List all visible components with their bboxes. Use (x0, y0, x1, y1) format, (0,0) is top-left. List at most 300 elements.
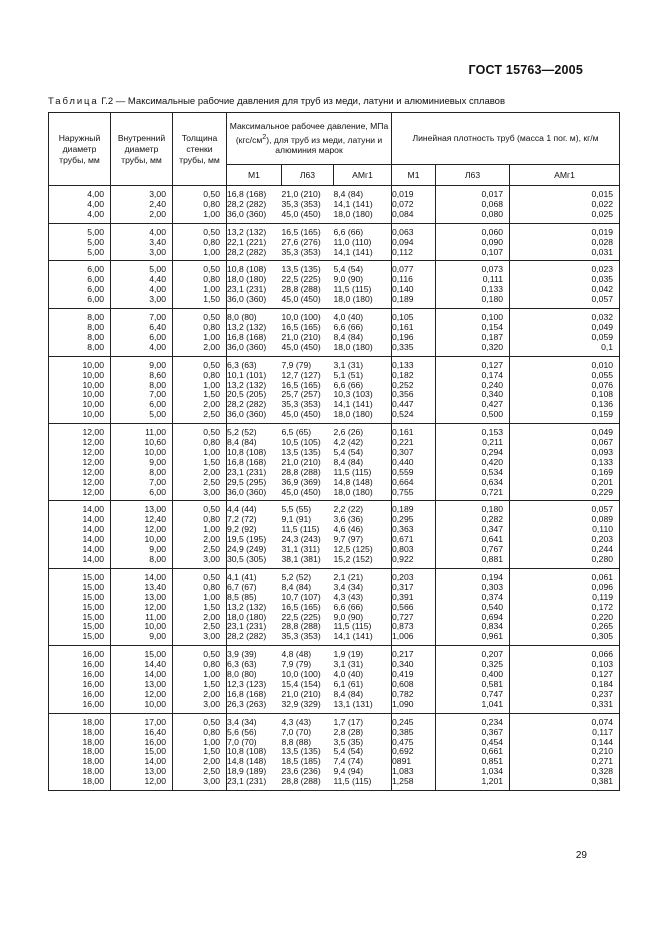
cell-outer-diameter: 18,00 (49, 747, 111, 757)
cell-density-l63: 0,325 (436, 660, 510, 670)
cell-wall-thickness: 0,50 (173, 186, 227, 200)
cell-wall-thickness: 0,80 (173, 200, 227, 210)
cell-density-l63: 0,068 (436, 200, 510, 210)
cell-outer-diameter: 15,00 (49, 622, 111, 632)
cell-density-l63: 0,420 (436, 458, 510, 468)
cell-pressure-m1: 23,1 (231) (227, 777, 282, 790)
cell-outer-diameter: 14,00 (49, 535, 111, 545)
cell-pressure-m1: 10,1 (101) (227, 371, 282, 381)
cell-pressure-amg1: 9,0 (90) (334, 613, 392, 623)
cell-density-amg1: 0,057 (510, 501, 620, 515)
header-m1-density: М1 (392, 165, 436, 186)
cell-density-amg1: 0,076 (510, 381, 620, 391)
cell-density-m1: 0,221 (392, 438, 436, 448)
cell-pressure-amg1: 18,0 (180) (334, 410, 392, 423)
cell-density-amg1: 0,049 (510, 323, 620, 333)
header-wall-thickness: Толщина стенки трубы, мм (173, 113, 227, 186)
cell-pressure-amg1: 12,5 (125) (334, 545, 392, 555)
cell-pressure-amg1: 11,5 (115) (334, 622, 392, 632)
table-row (49, 713, 620, 727)
cell-pressure-l63: 36,9 (369) (281, 476, 321, 487)
cell-pressure-m1: 14,8 (148) (227, 757, 282, 767)
cell-density-l63: 1,201 (436, 777, 510, 790)
cell-inner-diameter: 12,00 (111, 603, 173, 613)
cell-density-l63: 0,017 (436, 186, 510, 200)
cell-outer-diameter: 16,00 (49, 660, 111, 670)
cell-pressure-amg1: 3,4 (34) (334, 583, 392, 593)
cell-density-m1: 0,189 (392, 501, 436, 515)
cell-density-l63: 0,834 (436, 622, 510, 632)
cell-wall-thickness: 2,00 (173, 613, 227, 623)
cell-pressure-l63: 4,8 (48) (282, 646, 334, 660)
cell-inner-diameter: 11,00 (111, 424, 173, 438)
cell-density-l63: 0,180 (436, 295, 510, 308)
cell-density-m1: 0,356 (392, 390, 436, 400)
cell-pressure-l63: 21,0 (210) (281, 456, 321, 467)
cell-density-l63: 0,694 (436, 613, 510, 623)
cell-density-m1: 0,873 (392, 622, 436, 632)
cell-density-m1: 1,083 (392, 767, 436, 777)
cell-density-l63: 0,211 (436, 438, 510, 448)
cell-density-m1: 0,440 (392, 458, 436, 468)
cell-pressure-l63: 13,5 (135) (282, 261, 334, 275)
cell-pressure-l63: 45,0 (450) (281, 341, 321, 352)
cell-pressure-m1: 18,0 (180) (227, 275, 282, 285)
cell-outer-diameter: 15,00 (49, 603, 111, 613)
cell-pressure-l63: 15,4 (154) (281, 678, 321, 689)
cell-outer-diameter: 4,00 (49, 210, 111, 223)
cell-density-m1: 0,094 (392, 238, 436, 248)
cell-outer-diameter: 12,00 (49, 438, 111, 448)
cell-wall-thickness: 0,80 (173, 323, 227, 333)
cell-pressure-m1: 16,8 (168) (227, 458, 282, 468)
cell-density-l63: 0,111 (436, 275, 510, 285)
cell-inner-diameter: 6,00 (111, 488, 173, 501)
cell-density-amg1: 0,220 (510, 613, 620, 623)
cell-pressure-l63: 35,3 (353) (281, 399, 321, 410)
cell-density-amg1: 0,1 (510, 343, 620, 356)
cell-density-l63: 0,240 (436, 381, 510, 391)
cell-density-amg1: 0,265 (510, 622, 620, 632)
cell-density-amg1: 0,103 (510, 660, 620, 670)
cell-density-amg1: 0,117 (510, 728, 620, 738)
header-max-pressure: Максимальное рабочее давление, МПа $(кгс/см^2)$, для труб из меди, латуни и алюминия марок (227, 113, 392, 165)
cell-pressure-amg1: 5,4 (54) (334, 261, 392, 275)
cell-density-m1: 0,664 (392, 478, 436, 488)
cell-outer-diameter: 18,00 (49, 757, 111, 767)
cell-density-amg1: 0,203 (510, 535, 620, 545)
cell-inner-diameter: 10,00 (111, 700, 173, 713)
cell-pressure-amg1: 3,1 (31) (334, 356, 392, 370)
cell-inner-diameter: 3,00 (111, 295, 173, 308)
cell-density-m1: 1,006 (392, 632, 436, 645)
cell-pressure-l63: 9,1 (91) (281, 514, 312, 525)
cell-wall-thickness: 0,50 (173, 356, 227, 370)
cell-outer-diameter: 5,00 (49, 238, 111, 248)
cell-pressure-amg1: 6,6 (66) (334, 603, 392, 613)
cell-density-l63: 0,294 (436, 448, 510, 458)
cell-pressure-l63: 18,5 (185) (281, 756, 321, 767)
cell-density-m1: 0,317 (392, 583, 436, 593)
cell-density-l63: 0,374 (436, 593, 510, 603)
cell-density-m1: 0,105 (392, 309, 436, 323)
table-row (49, 210, 620, 223)
cell-density-m1: 0,245 (392, 713, 436, 727)
cell-wall-thickness: 0,50 (173, 261, 227, 275)
cell-density-amg1: 0,328 (510, 767, 620, 777)
cell-inner-diameter: 14,40 (111, 660, 173, 670)
cell-pressure-amg1: 4,0 (40) (334, 670, 392, 680)
cell-outer-diameter: 10,00 (49, 400, 111, 410)
table-row (49, 261, 620, 275)
cell-pressure-m1: 6,7 (67) (227, 583, 282, 593)
cell-outer-diameter: 10,00 (49, 390, 111, 400)
cell-wall-thickness: 1,50 (173, 747, 227, 757)
cell-pressure-m1: 7,2 (72) (227, 515, 282, 525)
cell-pressure-amg1: 5,4 (54) (334, 448, 392, 458)
cell-density-m1: 1,090 (392, 700, 436, 713)
cell-pressure-amg1: 4,6 (46) (334, 525, 392, 535)
cell-pressure-l63: 35,3 (353) (281, 246, 321, 257)
cell-outer-diameter: 10,00 (49, 381, 111, 391)
cell-wall-thickness: 3,00 (173, 488, 227, 501)
cell-pressure-amg1: 9,0 (90) (334, 275, 392, 285)
cell-inner-diameter: 13,00 (111, 593, 173, 603)
cell-wall-thickness: 2,50 (173, 410, 227, 423)
cell-pressure-m1: 6,3 (63) (227, 660, 282, 670)
cell-density-l63: 0,153 (436, 424, 510, 438)
cell-pressure-m1: 8,4 (84) (227, 438, 282, 448)
cell-outer-diameter: 6,00 (49, 275, 111, 285)
table-row (49, 568, 620, 582)
cell-density-amg1: 0,184 (510, 680, 620, 690)
cell-pressure-m1: 36,0 (360) (227, 410, 282, 423)
cell-pressure-m1: 29,5 (295) (227, 478, 282, 488)
cell-pressure-amg1: 11,5 (115) (334, 777, 392, 790)
cell-density-m1: 0,196 (392, 333, 436, 343)
cell-pressure-l63: 8,8 (88) (281, 736, 312, 747)
cell-pressure-m1: 4,1 (41) (227, 568, 282, 582)
cell-outer-diameter: 5,00 (49, 248, 111, 261)
cell-pressure-m1: 18,0 (180) (227, 613, 282, 623)
cell-outer-diameter: 10,00 (49, 410, 111, 423)
cell-density-m1: 0,140 (392, 285, 436, 295)
cell-density-m1: 0,335 (392, 343, 436, 356)
cell-pressure-l63: 28,8 (288) (281, 284, 321, 295)
cell-inner-diameter: 9,00 (111, 632, 173, 645)
cell-inner-diameter: 15,00 (111, 747, 173, 757)
cell-density-m1: 0,727 (392, 613, 436, 623)
cell-density-l63: 0,641 (436, 535, 510, 545)
cell-wall-thickness: 0,50 (173, 501, 227, 515)
cell-pressure-amg1: 8,4 (84) (334, 458, 392, 468)
cell-density-m1: 0,692 (392, 747, 436, 757)
table-row (49, 555, 620, 568)
cell-wall-thickness: 3,00 (173, 632, 227, 645)
cell-density-amg1: 0,025 (510, 210, 620, 223)
cell-pressure-l63: 16,5 (165) (282, 223, 334, 237)
cell-pressure-m1: 13,2 (132) (227, 381, 282, 391)
cell-outer-diameter: 18,00 (49, 728, 111, 738)
cell-pressure-l63: 27,6 (276) (281, 236, 321, 247)
table-body (49, 186, 620, 791)
cell-pressure-m1: 7,0 (70) (227, 738, 282, 748)
cell-inner-diameter: 7,00 (111, 309, 173, 323)
cell-pressure-l63: 8,4 (84) (281, 581, 312, 592)
cell-inner-diameter: 8,00 (111, 468, 173, 478)
cell-density-l63: 0,073 (436, 261, 510, 275)
cell-density-l63: 0,207 (436, 646, 510, 660)
cell-pressure-amg1: 18,0 (180) (334, 343, 392, 356)
cell-density-l63: 0,180 (436, 501, 510, 515)
cell-wall-thickness: 0,80 (173, 515, 227, 525)
cell-inner-diameter: 17,00 (111, 713, 173, 727)
cell-outer-diameter: 16,00 (49, 670, 111, 680)
cell-pressure-m1: 13,2 (132) (227, 323, 282, 333)
cell-pressure-l63: 21,0 (210) (281, 688, 321, 699)
cell-pressure-amg1: 14,1 (141) (334, 248, 392, 261)
cell-pressure-amg1: 3,5 (35) (334, 738, 392, 748)
cell-outer-diameter: 12,00 (49, 478, 111, 488)
cell-density-amg1: 0,271 (510, 757, 620, 767)
cell-density-m1: 0,019 (392, 186, 436, 200)
cell-inner-diameter: 16,00 (111, 738, 173, 748)
table-caption-lead: Таблица (48, 96, 99, 107)
cell-outer-diameter: 14,00 (49, 515, 111, 525)
cell-density-amg1: 0,074 (510, 713, 620, 727)
cell-density-l63: 0,851 (436, 757, 510, 767)
cell-density-m1: 0,671 (392, 535, 436, 545)
cell-outer-diameter: 8,00 (49, 343, 111, 356)
cell-outer-diameter: 14,00 (49, 501, 111, 515)
cell-pressure-amg1: 5,4 (54) (334, 747, 392, 757)
cell-density-m1: 0,755 (392, 488, 436, 501)
cell-wall-thickness: 3,00 (173, 700, 227, 713)
cell-density-amg1: 0,280 (510, 555, 620, 568)
cell-outer-diameter: 4,00 (49, 200, 111, 210)
cell-inner-diameter: 14,00 (111, 568, 173, 582)
cell-pressure-m1: 16,8 (168) (227, 690, 282, 700)
cell-outer-diameter: 14,00 (49, 545, 111, 555)
table-row (49, 488, 620, 501)
cell-density-amg1: 0,093 (510, 448, 620, 458)
cell-density-l63: 0,282 (436, 515, 510, 525)
cell-outer-diameter: 15,00 (49, 613, 111, 623)
cell-pressure-m1: 36,0 (360) (227, 343, 282, 356)
cell-pressure-l63: 23,6 (236) (281, 766, 321, 777)
cell-density-l63: 0,234 (436, 713, 510, 727)
cell-pressure-m1: 3,4 (34) (227, 713, 282, 727)
cell-pressure-amg1: 10,3 (103) (334, 390, 392, 400)
cell-pressure-l63: 45,0 (450) (281, 294, 321, 305)
cell-inner-diameter: 11,00 (111, 613, 173, 623)
cell-pressure-m1: 28,2 (282) (227, 400, 282, 410)
cell-pressure-amg1: 3,6 (36) (334, 515, 392, 525)
cell-outer-diameter: 6,00 (49, 261, 111, 275)
cell-pressure-amg1: 9,4 (94) (334, 767, 392, 777)
cell-wall-thickness: 2,00 (173, 468, 227, 478)
cell-pressure-amg1: 11,5 (115) (334, 468, 392, 478)
cell-inner-diameter: 12,00 (111, 690, 173, 700)
cell-density-m1: 0,803 (392, 545, 436, 555)
cell-inner-diameter: 12,00 (111, 525, 173, 535)
cell-outer-diameter: 18,00 (49, 738, 111, 748)
cell-wall-thickness: 1,00 (173, 381, 227, 391)
cell-density-m1: 0,608 (392, 680, 436, 690)
cell-inner-diameter: 10,00 (111, 535, 173, 545)
cell-wall-thickness: 1,50 (173, 680, 227, 690)
cell-wall-thickness: 0,80 (173, 275, 227, 285)
cell-inner-diameter: 8,60 (111, 371, 173, 381)
cell-wall-thickness: 0,80 (173, 238, 227, 248)
cell-pressure-m1: 28,2 (282) (227, 200, 282, 210)
cell-inner-diameter: 13,00 (111, 501, 173, 515)
cell-pressure-m1: 5,6 (56) (227, 728, 282, 738)
cell-density-l63: 0,174 (436, 371, 510, 381)
cell-density-m1: 0,161 (392, 323, 436, 333)
cell-pressure-l63: 45,0 (450) (281, 409, 321, 420)
cell-density-amg1: 0,172 (510, 603, 620, 613)
cell-wall-thickness: 0,50 (173, 713, 227, 727)
header-l63-pressure: Л63 (282, 165, 334, 186)
cell-density-m1: 0,922 (392, 555, 436, 568)
cell-pressure-amg1: 8,4 (84) (334, 690, 392, 700)
cell-inner-diameter: 13,00 (111, 680, 173, 690)
cell-outer-diameter: 10,00 (49, 371, 111, 381)
cell-pressure-amg1: 11,5 (115) (334, 285, 392, 295)
cell-density-m1: 0,161 (392, 424, 436, 438)
cell-density-l63: 0,090 (436, 238, 510, 248)
cell-density-amg1: 0,144 (510, 738, 620, 748)
cell-outer-diameter: 8,00 (49, 333, 111, 343)
cell-density-m1: 0,084 (392, 210, 436, 223)
cell-pressure-m1: 28,2 (282) (227, 248, 282, 261)
cell-pressure-l63: 21,0 (210) (281, 331, 321, 342)
cell-outer-diameter: 5,00 (49, 223, 111, 237)
cell-pressure-m1: 8,5 (85) (227, 593, 282, 603)
cell-pressure-amg1: 13,1 (131) (334, 700, 392, 713)
table-row (49, 632, 620, 645)
cell-density-amg1: 0,096 (510, 583, 620, 593)
cell-pressure-m1: 8,0 (80) (227, 309, 282, 323)
cell-outer-diameter: 16,00 (49, 646, 111, 660)
page-number: 29 (575, 850, 587, 861)
cell-pressure-l63: 11,5 (115) (281, 524, 320, 535)
cell-pressure-m1: 28,2 (282) (227, 632, 282, 645)
table-row (49, 356, 620, 370)
cell-density-m1: 0,391 (392, 593, 436, 603)
cell-pressure-amg1: 18,0 (180) (334, 210, 392, 223)
cell-inner-diameter: 10,00 (111, 622, 173, 632)
cell-pressure-amg1: 14,1 (141) (334, 200, 392, 210)
cell-outer-diameter: 8,00 (49, 309, 111, 323)
cell-density-l63: 0,154 (436, 323, 510, 333)
cell-density-m1: 0,295 (392, 515, 436, 525)
cell-inner-diameter: 4,00 (111, 285, 173, 295)
cell-pressure-l63: 21,0 (210) (282, 186, 334, 200)
cell-pressure-l63: 10,7 (107) (281, 591, 321, 602)
cell-pressure-l63: 22,5 (225) (281, 611, 321, 622)
cell-pressure-m1: 30,5 (305) (227, 555, 282, 568)
cell-pressure-l63: 16,5 (165) (281, 379, 321, 390)
cell-inner-diameter: 2,00 (111, 210, 173, 223)
table-row (49, 309, 620, 323)
cell-wall-thickness: 0,50 (173, 223, 227, 237)
cell-outer-diameter: 6,00 (49, 285, 111, 295)
cell-pressure-l63: 5,2 (52) (282, 568, 334, 582)
cell-density-l63: 0,347 (436, 525, 510, 535)
cell-outer-diameter: 15,00 (49, 583, 111, 593)
cell-wall-thickness: 0,80 (173, 371, 227, 381)
cell-density-l63: 0,303 (436, 583, 510, 593)
cell-density-l63: 0,881 (436, 555, 510, 568)
cell-pressure-l63: 32,9 (329) (281, 698, 321, 709)
cell-density-l63: 0,367 (436, 728, 510, 738)
cell-pressure-l63: 13,5 (135) (281, 446, 321, 457)
cell-wall-thickness: 2,00 (173, 535, 227, 545)
table-row (49, 501, 620, 515)
table-row (49, 371, 620, 381)
cell-wall-thickness: 2,50 (173, 767, 227, 777)
cell-density-m1: 0,559 (392, 468, 436, 478)
cell-inner-diameter: 12,40 (111, 515, 173, 525)
cell-pressure-amg1: 6,1 (61) (334, 680, 392, 690)
cell-density-amg1: 0,159 (510, 410, 620, 423)
cell-pressure-m1: 20,5 (205) (227, 390, 282, 400)
cell-inner-diameter: 4,00 (111, 223, 173, 237)
cell-pressure-m1: 6,3 (63) (227, 356, 282, 370)
cell-outer-diameter: 4,00 (49, 186, 111, 200)
cell-density-amg1: 0,010 (510, 356, 620, 370)
cell-pressure-m1: 23,1 (231) (227, 468, 282, 478)
cell-density-amg1: 0,169 (510, 468, 620, 478)
table-row (49, 295, 620, 308)
cell-pressure-l63: 35,3 (353) (281, 631, 321, 642)
header-amg1-density: АМг1 (510, 165, 620, 186)
cell-pressure-m1: 19,5 (195) (227, 535, 282, 545)
header-l63-density: Л63 (436, 165, 510, 186)
cell-density-amg1: 0,127 (510, 670, 620, 680)
cell-inner-diameter: 5,00 (111, 410, 173, 423)
cell-density-amg1: 0,210 (510, 747, 620, 757)
cell-pressure-l63: 38,1 (381) (281, 554, 321, 564)
cell-wall-thickness: 2,00 (173, 343, 227, 356)
cell-outer-diameter: 15,00 (49, 593, 111, 603)
cell-pressure-m1: 10,8 (108) (227, 747, 282, 757)
cell-density-m1: 0,112 (392, 248, 436, 261)
cell-pressure-l63: 10,0 (100) (282, 309, 334, 323)
cell-density-m1: 0,116 (392, 275, 436, 285)
cell-wall-thickness: 1,50 (173, 458, 227, 468)
cell-density-l63: 0,107 (436, 248, 510, 261)
cell-pressure-l63: 7,9 (79) (282, 356, 334, 370)
cell-pressure-amg1: 1,9 (19) (334, 646, 392, 660)
cell-wall-thickness: 0,50 (173, 646, 227, 660)
cell-density-m1: 0,524 (392, 410, 436, 423)
cell-inner-diameter: 14,00 (111, 757, 173, 767)
cell-wall-thickness: 2,00 (173, 757, 227, 767)
cell-pressure-l63: 35,3 (353) (281, 198, 321, 209)
cell-pressure-l63: 28,8 (288) (281, 466, 321, 477)
cell-pressure-m1: 12,3 (123) (227, 680, 282, 690)
cell-pressure-amg1: 8,4 (84) (334, 333, 392, 343)
cell-pressure-l63: 24,3 (243) (281, 534, 321, 545)
cell-pressure-m1: 23,1 (231) (227, 285, 282, 295)
cell-wall-thickness: 2,00 (173, 400, 227, 410)
cell-pressure-l63: 7,9 (79) (281, 659, 312, 670)
cell-pressure-l63: 45,0 (450) (281, 208, 321, 219)
cell-wall-thickness: 1,50 (173, 603, 227, 613)
